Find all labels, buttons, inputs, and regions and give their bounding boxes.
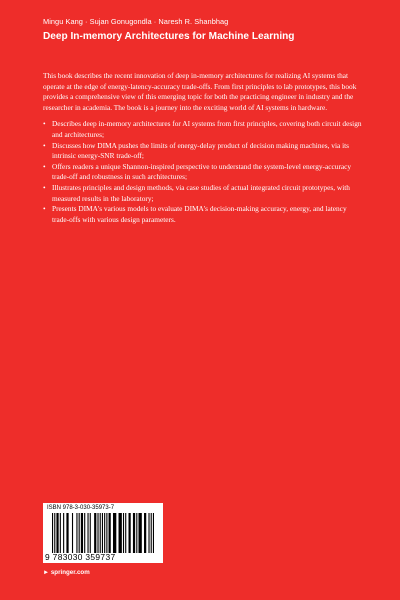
description-paragraph: This book describes the recent innovation of deep in-memory architectures for realizing AI systems that operate at the edge of energy-latency-accuracy trade-offs. From first principles to lab prototypes, this book provides a comprehensive view of this emerging topic for both the practicing engineer in industry and the researcher in academia. The book is a journey into the exciting world of AI systems in hardware.	[43, 71, 357, 112]
bullet-icon: •	[43, 140, 46, 150]
book-description	[43, 71, 365, 225]
feature-text: Describes deep in-memory architectures for AI systems from first principles, covering both circuit design and architectures;	[52, 119, 362, 139]
bullet-icon: •	[43, 204, 46, 214]
feature-text: Illustrates principles and design methods, via case studies of actual integrated circuit prototypes, with measured results in the laboratory;	[52, 182, 350, 203]
feature-item	[43, 141, 365, 162]
bullet-icon: •	[43, 182, 46, 192]
isbn-label: ISBN 978-3-030-35973-7	[47, 505, 115, 511]
arrow-right-icon: ►	[43, 569, 50, 576]
publisher-link	[43, 569, 90, 576]
feature-list	[43, 119, 365, 225]
feature-item	[43, 162, 365, 183]
feature-item	[43, 119, 365, 140]
barcode-icon	[52, 513, 154, 553]
bullet-icon: •	[43, 161, 46, 171]
barcode-digits: 9 783030 359737	[45, 552, 116, 562]
book-title: Deep In-memory Architectures for Machine Learning	[43, 31, 295, 42]
feature-item	[43, 204, 365, 225]
author-list: Mingu Kang · Sujan Gonugondla · Naresh R. Shanbhag	[43, 17, 229, 26]
publisher-url: springer.com	[50, 569, 90, 576]
feature-item	[43, 183, 365, 204]
feature-text: Discusses how DIMA pushes the limits of energy-delay product of decision making machines, via its intrinsic energy-SNR trade-off;	[52, 140, 350, 161]
feature-text: Presents DIMA's various models to evaluate DIMA's decision-making accuracy, energy, and latency trade-offs with various design parameters.	[52, 204, 347, 224]
feature-text: Offers readers a unique Shannon-inspired perspective to understand the system-level energy-accuracy trade-off and robustness in such architectures;	[52, 161, 352, 182]
barcode-panel	[43, 503, 163, 563]
bullet-icon: •	[43, 119, 46, 129]
